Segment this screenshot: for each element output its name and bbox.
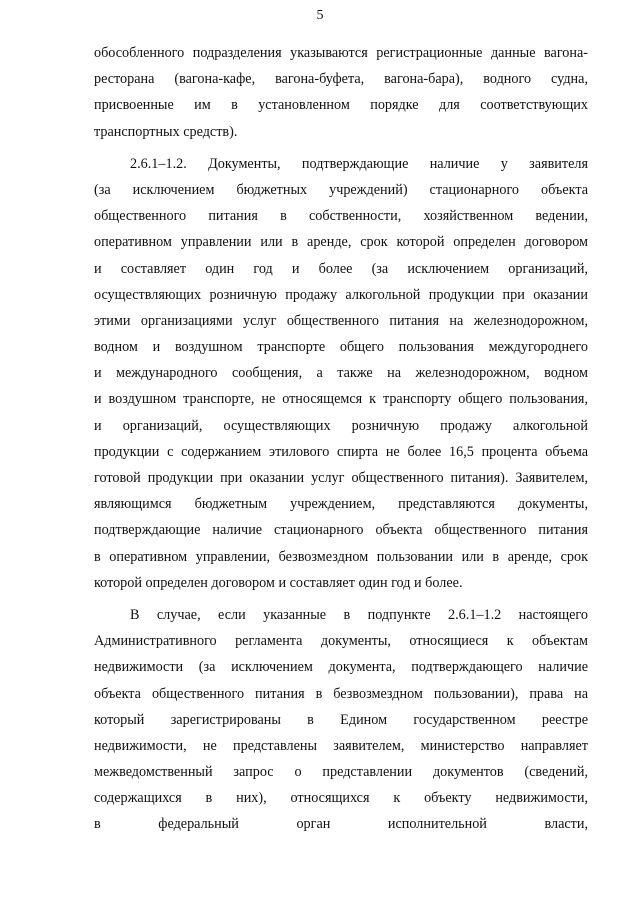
text-line: общественного питания в собственности, хозяйственном ведении, xyxy=(94,208,588,225)
text-line: в федеральный орган исполнительной власти, xyxy=(94,816,588,833)
text-line: являющимся бюджетным учреждением, представляются документы, xyxy=(94,496,588,513)
text-line: обособленного подразделения указываются регистрационные данные вагона- xyxy=(94,45,588,61)
text-line: и воздушном транспорте, не относящемся к транспорту общего пользования, xyxy=(94,391,588,408)
text-line: В случае, если указанные в подпункте 2.6.1–1.2 настоящего xyxy=(130,606,588,623)
text-line: недвижимости, не представлены заявителем, министерство направляет xyxy=(94,737,588,754)
text-line: продукции с содержанием этилового спирта не более 16,5 процента объема xyxy=(94,443,588,460)
text-line: присвоенные им в установленном порядке для соответствующих xyxy=(94,97,588,114)
text-line: в оперативном управлении, безвозмездном пользовании или в аренде, срок xyxy=(94,548,588,565)
text-line: Административного регламента документы, относящиеся к объектам xyxy=(94,633,588,650)
text-line: содержащихся в них), относящихся к объекту недвижимости, xyxy=(94,790,588,807)
document-body xyxy=(94,40,588,838)
text-line: межведомственный запрос о представлении документов (сведений, xyxy=(94,764,588,781)
text-line: который зарегистрированы в Едином государственном реестре xyxy=(94,711,588,728)
text-line: этими организациями услуг общественного питания на железнодорожном, xyxy=(94,312,588,329)
text-line: (за исключением бюджетных учреждений) стационарного объекта xyxy=(94,181,588,198)
text-line: готовой продукции при оказании услуг общественного питания). Заявителем, xyxy=(94,470,588,486)
text-line: и организаций, осуществляющих розничную продажу алкогольной xyxy=(94,417,588,434)
text-line: недвижимости (за исключением документа, подтверждающего наличие xyxy=(94,659,588,676)
text-line: осуществляющих розничную продажу алкогольной продукции при оказании xyxy=(94,286,588,303)
paragraph-continuation xyxy=(94,40,588,145)
text-line: ресторана (вагона-кафе, вагона-буфета, вагона-бара), водного судна, xyxy=(94,71,588,88)
text-line: которой определен договором и составляет один год и более. xyxy=(94,574,463,591)
text-line: подтверждающие наличие стационарного объекта общественного питания xyxy=(94,522,588,539)
text-line: оперативном управлении или в аренде, срок которой определен договором xyxy=(94,234,588,251)
page-number: 5 xyxy=(316,8,324,23)
text-line: объекта общественного питания в безвозмездном пользовании), права на xyxy=(94,685,588,702)
text-line: и составляет один год и более (за исключением организаций, xyxy=(94,260,588,277)
paragraph-interdepartmental-request xyxy=(94,602,588,838)
text-line: 2.6.1–1.2. Документы, подтверждающие наличие у заявителя xyxy=(130,155,588,172)
text-line: водном и воздушном транспорте общего пользования междугороднего xyxy=(94,339,588,356)
text-line: и международного сообщения, а также на железнодорожном, водном xyxy=(94,365,588,382)
text-line: транспортных средств). xyxy=(94,123,238,140)
paragraph-clause-2-6-1-1-2 xyxy=(94,151,588,596)
